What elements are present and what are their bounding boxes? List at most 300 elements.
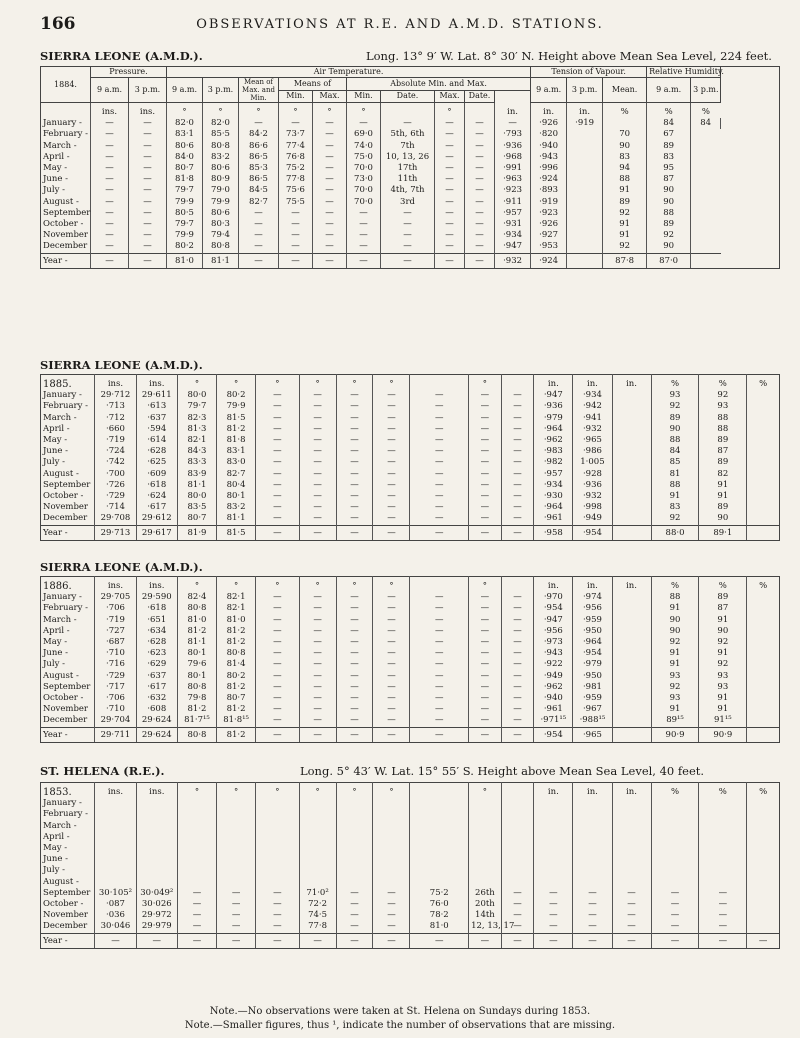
year-label: 1886. <box>43 581 72 592</box>
table-cell: — <box>373 648 410 659</box>
table-cell: 86·5 <box>239 152 279 163</box>
table-cell <box>217 832 256 843</box>
table-cell: ·979 <box>573 659 612 670</box>
table-cell: 80·9 <box>203 174 239 185</box>
table-cell: October - <box>43 693 84 704</box>
table-cell <box>747 480 780 491</box>
table-cell: 10, 13, 26 <box>381 152 435 163</box>
table-cell <box>256 877 299 888</box>
table-cell: — <box>469 390 502 401</box>
table-cell: 84 <box>647 118 691 129</box>
table-cell: — <box>435 230 465 241</box>
table-cell: 79·9 <box>217 401 256 412</box>
table-cell: November <box>43 230 88 241</box>
table-cell: — <box>347 208 381 219</box>
table-cell <box>373 854 410 865</box>
table-cell: — <box>373 727 410 742</box>
table-cell: 81·2 <box>217 424 256 435</box>
table-cell: 81·8 <box>217 435 256 446</box>
table-cell: — <box>373 525 410 540</box>
table-cell <box>410 832 469 843</box>
table-cell <box>410 877 469 888</box>
table-cell: May - <box>43 843 68 854</box>
table-cell <box>95 865 136 876</box>
table-cell: — <box>501 648 534 659</box>
table-cell: ·949 <box>573 513 612 525</box>
table-cell: ·594 <box>136 424 177 435</box>
table-cell: ·625 <box>136 457 177 468</box>
table-cell <box>501 865 534 876</box>
table-row <box>41 843 780 854</box>
table-cell: 29·712 <box>95 390 136 401</box>
table-cell <box>747 390 780 401</box>
table-cell: April - <box>43 831 70 842</box>
table-cell: 29·590 <box>136 592 177 603</box>
table-cell: — <box>336 480 373 491</box>
table-cell: — <box>129 129 167 140</box>
table-cell: 81·2 <box>217 727 256 742</box>
table-row <box>41 637 780 648</box>
table-cell: 5th, 6th <box>381 129 435 140</box>
table-cell: ·628 <box>136 446 177 457</box>
table-cell: 81·2 <box>177 704 216 715</box>
table-cell: — <box>435 253 465 268</box>
table-cell: — <box>534 933 573 948</box>
table-cell: 90 <box>699 513 747 525</box>
table-cell: — <box>256 513 299 525</box>
table-cell: 90 <box>647 241 691 253</box>
table-cell: 93 <box>651 693 699 704</box>
table-cell: — <box>612 899 651 910</box>
table-cell: December <box>43 921 88 932</box>
table-cell: ·637 <box>136 671 177 682</box>
page-number: 166 <box>40 14 76 34</box>
table-cell: — <box>336 715 373 727</box>
table-cell: — <box>299 491 336 502</box>
table-cell: 70 <box>603 129 647 140</box>
table-cell: — <box>336 424 373 435</box>
table-cell: — <box>435 129 465 140</box>
table-cell <box>136 798 177 809</box>
table-cell: — <box>410 502 469 513</box>
table-cell <box>747 727 780 742</box>
table-cell <box>136 843 177 854</box>
table-cell: — <box>410 704 469 715</box>
table-cell: ·936 <box>573 480 612 491</box>
table-cell <box>573 798 612 809</box>
table-cell: — <box>256 637 299 648</box>
table-cell: 80·8 <box>203 141 239 152</box>
table-cell: — <box>469 659 502 670</box>
note-1: Note.—No observations were taken at St. Helena on Sundays during 1853. <box>209 1006 591 1017</box>
table-cell <box>177 832 216 843</box>
table-cell: — <box>313 253 347 268</box>
table-row <box>41 615 780 626</box>
table-cell: 85 <box>651 457 699 468</box>
table-cell <box>567 141 603 152</box>
table-cell: — <box>239 230 279 241</box>
table-cell: 93 <box>651 390 699 401</box>
table-cell <box>747 435 780 446</box>
page-header <box>40 14 760 36</box>
table-cell <box>612 671 651 682</box>
table-cell: 3rd <box>381 197 435 208</box>
table-cell: ·974 <box>573 592 612 603</box>
table-cell: — <box>534 910 573 921</box>
table-cell: — <box>336 910 373 921</box>
table-cell <box>612 727 651 742</box>
table-cell: May - <box>43 637 68 648</box>
table-cell <box>136 821 177 832</box>
table-cell <box>95 798 136 809</box>
table-cell: — <box>501 491 534 502</box>
table-cell: 91 <box>699 693 747 704</box>
table-cell: February - <box>43 809 88 820</box>
table-cell <box>95 877 136 888</box>
table-row <box>41 603 780 614</box>
table-cell: ·956 <box>573 603 612 614</box>
table-cell: — <box>239 219 279 230</box>
table-cell: ·981 <box>573 682 612 693</box>
table-cell: — <box>501 671 534 682</box>
table-cell: — <box>435 152 465 163</box>
table-cell: — <box>313 141 347 152</box>
table-cell: 92 <box>651 401 699 412</box>
table-cell: ·970 <box>534 592 573 603</box>
table-cell: 80·0 <box>177 491 216 502</box>
table-cell: 79·0 <box>203 185 239 196</box>
table-cell: 92 <box>699 637 747 648</box>
table-cell <box>651 877 699 888</box>
table-cell: 79·7 <box>177 401 216 412</box>
table-cell <box>336 854 373 865</box>
table-cell <box>699 843 747 854</box>
table-cell: ·957 <box>534 469 573 480</box>
table-cell: 80·6 <box>167 141 203 152</box>
table-cell: ·956 <box>534 626 573 637</box>
table-cell <box>373 809 410 820</box>
table-cell: — <box>313 208 347 219</box>
table-cell: — <box>177 921 216 933</box>
table-cell: 81·8¹⁵ <box>217 715 256 727</box>
table-row <box>41 129 780 140</box>
table-cell: 86·5 <box>239 174 279 185</box>
table-cell: 80·2 <box>217 390 256 401</box>
table-cell: — <box>469 413 502 424</box>
table-cell <box>747 865 780 876</box>
table-cell: — <box>299 671 336 682</box>
table-cell: — <box>495 118 531 129</box>
table-cell: — <box>299 469 336 480</box>
table-cell <box>336 865 373 876</box>
table-cell: — <box>469 480 502 491</box>
table-cell <box>699 809 747 820</box>
table-cell: 14th <box>469 910 502 921</box>
table-cell <box>747 615 780 626</box>
table-cell: 29·979 <box>136 921 177 933</box>
table-cell <box>691 129 721 140</box>
table-cell: — <box>465 219 495 230</box>
table-cell <box>256 843 299 854</box>
table-cell: — <box>373 435 410 446</box>
table-cell: ·958 <box>534 525 573 540</box>
table-cell: 83 <box>603 152 647 163</box>
table-cell: — <box>373 491 410 502</box>
table-cell: — <box>501 413 534 424</box>
table-cell: — <box>651 888 699 899</box>
table-cell <box>573 843 612 854</box>
table-cell: — <box>501 592 534 603</box>
table-cell: — <box>91 230 129 241</box>
table-cell: 90 <box>647 197 691 208</box>
table-cell: ·706 <box>95 603 136 614</box>
table-cell: — <box>91 118 129 129</box>
table-cell <box>612 424 651 435</box>
table-cell <box>95 809 136 820</box>
table-cell <box>501 832 534 843</box>
table-cell <box>177 843 216 854</box>
table-cell <box>612 626 651 637</box>
table-cell: — <box>465 197 495 208</box>
table-cell: ·923 <box>531 208 567 219</box>
table-cell: ·959 <box>573 693 612 704</box>
table-cell: ·967 <box>573 704 612 715</box>
table-cell: — <box>299 648 336 659</box>
table-row <box>41 390 780 401</box>
table-cell <box>612 693 651 704</box>
table-cell: — <box>651 921 699 933</box>
table-cell <box>573 854 612 865</box>
table-cell: ·934 <box>534 480 573 491</box>
table-cell: — <box>534 899 573 910</box>
table-cell: ·971¹⁵ <box>534 715 573 727</box>
table-cell <box>747 715 780 727</box>
table-cell: — <box>279 208 313 219</box>
table-cell: 80·7 <box>167 163 203 174</box>
year-total-row <box>41 253 780 268</box>
table-cell: 79·9 <box>167 197 203 208</box>
table-cell: ·637 <box>136 413 177 424</box>
table-cell: — <box>336 727 373 742</box>
table-cell <box>747 659 780 670</box>
table-cell <box>469 865 502 876</box>
table-cell <box>136 877 177 888</box>
table-cell: 82·4 <box>177 592 216 603</box>
table-cell: — <box>336 682 373 693</box>
table-cell: ·613 <box>136 401 177 412</box>
table-cell: — <box>373 659 410 670</box>
table-cell: ·962 <box>534 682 573 693</box>
table-cell: 83·2 <box>217 502 256 513</box>
table-cell: — <box>313 241 347 253</box>
table-cell: — <box>373 401 410 412</box>
table-cell <box>747 401 780 412</box>
table-cell: — <box>410 715 469 727</box>
table-cell: 81·2 <box>217 626 256 637</box>
units-row: 1885. ins. ins. ° ° ° ° ° ° ° in. in. in. % % % <box>41 375 780 391</box>
table-cell <box>612 525 651 540</box>
table-cell <box>95 821 136 832</box>
table-cell <box>612 877 651 888</box>
table-cell <box>612 435 651 446</box>
table-cell: 86·6 <box>239 141 279 152</box>
table-cell: — <box>313 129 347 140</box>
table-cell <box>747 637 780 648</box>
table-cell: October - <box>43 491 84 502</box>
table-cell: ·628 <box>136 637 177 648</box>
table-cell: 75·5 <box>279 197 313 208</box>
table-cell: ·965 <box>573 727 612 742</box>
table-cell: 7th <box>381 141 435 152</box>
table-cell: 89·1 <box>699 525 747 540</box>
table-cell <box>612 854 651 865</box>
table-cell <box>299 809 336 820</box>
table-cell: 91 <box>651 659 699 670</box>
table-cell: 84·5 <box>239 185 279 196</box>
table-cell: ·943 <box>534 648 573 659</box>
table-row <box>41 502 780 513</box>
table-cell: December <box>43 715 88 726</box>
table-cell: 26th <box>469 888 502 899</box>
table-cell: 29·972 <box>136 910 177 921</box>
table-cell: 80·6 <box>203 208 239 219</box>
table-cell: — <box>279 219 313 230</box>
table-cell: 80·8 <box>177 682 216 693</box>
table-cell: — <box>256 603 299 614</box>
table-cell: 82·7 <box>239 197 279 208</box>
table-cell <box>691 163 721 174</box>
table-cell: February - <box>43 401 88 412</box>
table-cell <box>612 502 651 513</box>
table-cell: — <box>699 888 747 899</box>
table-cell: — <box>465 241 495 253</box>
table-cell: — <box>501 933 534 948</box>
table-cell: 89 <box>647 141 691 152</box>
table-cell: — <box>256 704 299 715</box>
table-cell: — <box>256 446 299 457</box>
table-cell: — <box>373 693 410 704</box>
table-cell <box>747 693 780 704</box>
table-cell: 85·5 <box>203 129 239 140</box>
table-cell <box>256 798 299 809</box>
table-cell: — <box>256 921 299 933</box>
table-row <box>41 469 780 480</box>
table-cell: — <box>239 118 279 129</box>
table-cell: 70·0 <box>347 163 381 174</box>
table-cell: ·793 <box>495 129 531 140</box>
table-cell: — <box>256 525 299 540</box>
table-cell: — <box>299 682 336 693</box>
table-cell: — <box>256 671 299 682</box>
table-cell <box>691 185 721 196</box>
table-cell: — <box>573 910 612 921</box>
table-cell <box>573 809 612 820</box>
table-cell <box>336 877 373 888</box>
table-cell: ·624 <box>136 491 177 502</box>
table-body-0 <box>41 103 780 269</box>
table-cell: — <box>435 219 465 230</box>
table-row <box>41 446 780 457</box>
table-row <box>41 821 780 832</box>
table-row <box>41 241 780 253</box>
table-cell: — <box>501 390 534 401</box>
table-cell: — <box>435 174 465 185</box>
table-cell: — <box>469 592 502 603</box>
table-cell: 80·7 <box>217 693 256 704</box>
table-cell: — <box>336 603 373 614</box>
table-cell: — <box>129 152 167 163</box>
table-cell: — <box>336 469 373 480</box>
table-cell: ·950 <box>573 626 612 637</box>
table-cell: — <box>299 413 336 424</box>
table-cell <box>691 230 721 241</box>
table-cell: — <box>336 704 373 715</box>
table-cell: 80·3 <box>203 219 239 230</box>
table-cell: — <box>501 715 534 727</box>
table-cell: — <box>279 253 313 268</box>
table-cell: ·931 <box>495 219 531 230</box>
table-cell: — <box>347 219 381 230</box>
table-cell: 29·617 <box>136 525 177 540</box>
table-cell: — <box>410 693 469 704</box>
table-cell: — <box>373 615 410 626</box>
table-cell: 84·3 <box>177 446 216 457</box>
table-cell: — <box>469 513 502 525</box>
table-cell: — <box>435 197 465 208</box>
table-row <box>41 854 780 865</box>
table-cell: — <box>217 899 256 910</box>
table-cell: 81·0 <box>167 253 203 268</box>
table-cell: ·965 <box>573 435 612 446</box>
table-cell: — <box>299 933 336 948</box>
table-cell: — <box>469 457 502 468</box>
table-cell: December <box>43 513 88 524</box>
table-cell: 83 <box>647 152 691 163</box>
table-cell: — <box>534 888 573 899</box>
table-cell <box>336 821 373 832</box>
table-cell <box>501 877 534 888</box>
table-cell: — <box>256 615 299 626</box>
table-cell: — <box>239 208 279 219</box>
table-cell <box>612 390 651 401</box>
units-row: ins. ins. ° ° ° ° ° ° ° in. in. in. % % % <box>41 103 780 119</box>
table-cell <box>612 659 651 670</box>
table-cell: — <box>299 525 336 540</box>
table-cell: — <box>501 525 534 540</box>
table-cell: — <box>465 185 495 196</box>
table-cell: — <box>573 921 612 933</box>
table-cell: ·954 <box>573 648 612 659</box>
table-cell: — <box>129 118 167 129</box>
table-cell: February - <box>43 129 88 140</box>
table-cell <box>612 798 651 809</box>
table-cell: — <box>469 648 502 659</box>
table-cell: — <box>91 152 129 163</box>
table-cell: 89 <box>699 435 747 446</box>
table-cell: ·936 <box>534 401 573 412</box>
table-cell: — <box>91 241 129 253</box>
table-cell <box>299 821 336 832</box>
table-cell <box>373 877 410 888</box>
table-cell: ·934 <box>573 390 612 401</box>
table-cell: ·930 <box>534 491 573 502</box>
table-cell: ·928 <box>573 469 612 480</box>
table-cell: — <box>381 230 435 241</box>
table-cell: — <box>435 118 465 129</box>
table-cell: 83·9 <box>177 469 216 480</box>
table-cell: — <box>299 727 336 742</box>
table-cell: — <box>465 163 495 174</box>
